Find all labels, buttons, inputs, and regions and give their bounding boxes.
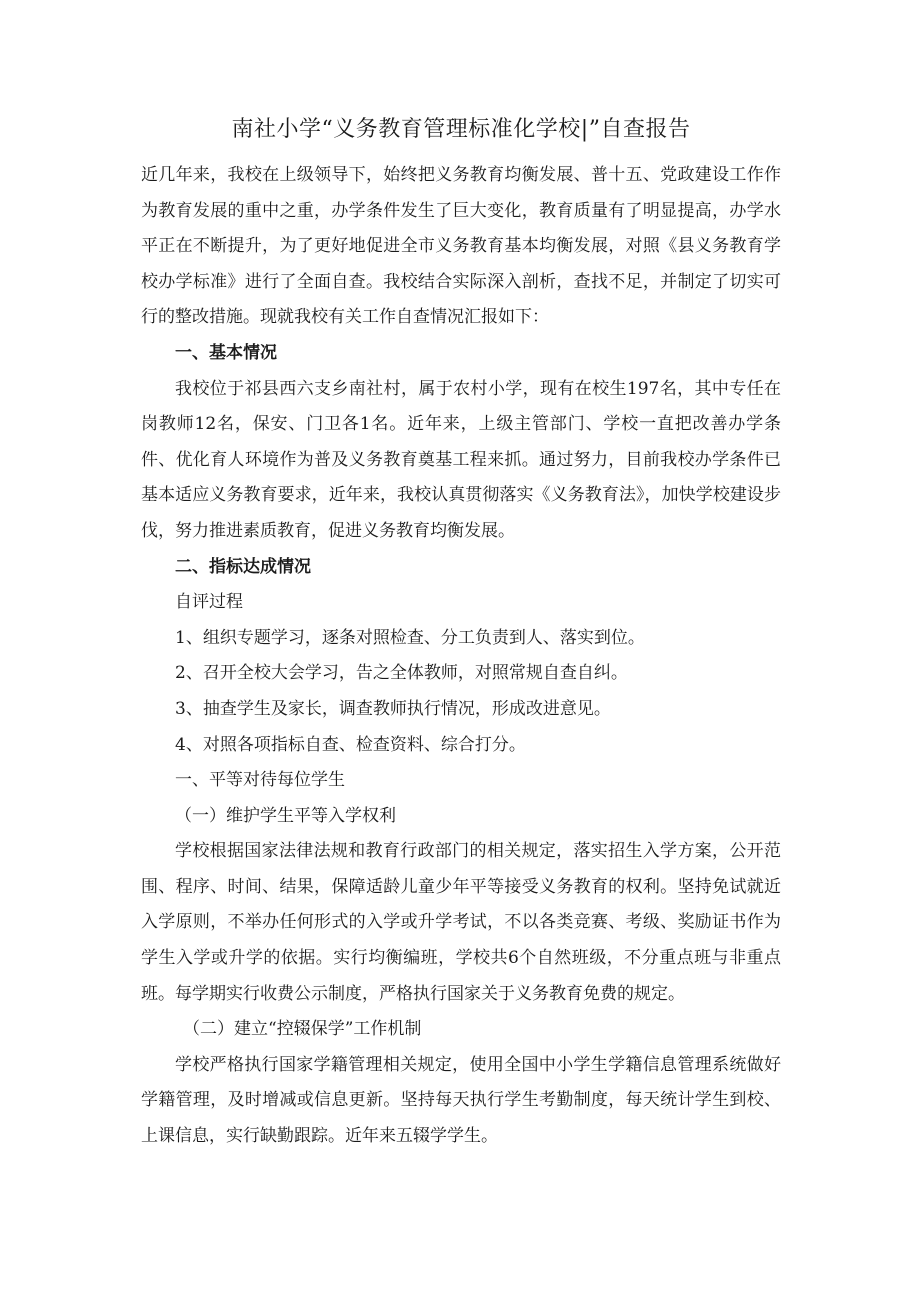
- equal-enrollment-paragraph: 学校根据国家法律法规和教育行政部门的相关规定，落实招生入学方案，公开范围、程序、时间、结果，保障适龄儿童少年平等接受义务教育的权利。坚持免试就近入学原则，不举办任何形式的入学或升学考试，不以各类竞赛、考级、奖励证书作为学生入学或升学的依据。实行均衡编班，学校共6个自然班级，不分重点班与非重点班。每学期实行收费公示制度，严格执行国家关于义务教育免费的规定。: [141, 841, 781, 1004]
- process-step: 1、组织专题学习，逐条对照检查、分工负责到人、落实到位。: [175, 627, 645, 648]
- dropout-control-paragraph: 学校严格执行国家学籍管理相关规定，使用全国中小学生学籍信息管理系统做好学籍管理，及时增减或信息更新。坚持每天执行学生考勤制度，每天统计学生到校、上课信息，实行缺勤跟踪。近年来五辍学学生。: [141, 1054, 781, 1147]
- subheading-equal-enrollment: （一）维护学生平等入学权利: [175, 805, 396, 826]
- section-heading-indicators: 二、指标达成情况: [175, 556, 311, 577]
- basic-info-paragraph: 我校位于祁县西六支乡南社村，属于农村小学，现有在校生197名，其中专任在岗教师12名，保安、门卫各1名。近年来，上级主管部门、学校一直把改善办学条件、优化育人环境作为普及义务教育奠基工程来抓。通过努力，目前我校办学条件已基本适应义务教育要求，近年来，我校认真贯彻落实《义务教育法》，加快学校建设步伐，努力推进素质教育，促进义务教育均衡发展。: [141, 378, 781, 541]
- subheading-dropout-control: （二）建立“控辍保学”工作机制: [183, 1019, 422, 1040]
- document-title: 南社小学“义务教育管理标准化学校|”自查报告: [231, 117, 691, 142]
- section-heading-basic-info: 一、基本情况: [175, 342, 277, 363]
- process-step: 4、对照各项指标自查、检查资料、综合打分。: [175, 734, 526, 755]
- document-page: [141, 112, 781, 1155]
- self-eval-process-label: 自评过程: [175, 592, 243, 613]
- process-step: 2、召开全校大会学习，告之全体教师，对照常规自查自纠。: [175, 663, 628, 684]
- item-heading-equal-treatment: 一、平等对待每位学生: [175, 770, 345, 791]
- intro-paragraph: 近几年来，我校在上级领导下，始终把义务教育均衡发展、普十五、党政建设工作作为教育发展的重中之重，办学条件发生了巨大变化，教育质量有了明显提高，办学水平正在不断提升，为了更好地促进全市义务教育基本均衡发展，对照《县义务教育学校办学标准》进行了全面自查。我校结合实际深入剖析，查找不足，并制定了切实可行的整改措施。现就我校有关工作自查情况汇报如下：: [141, 165, 781, 328]
- process-step: 3、抽查学生及家长，调查教师执行情况，形成改进意见。: [175, 698, 611, 719]
